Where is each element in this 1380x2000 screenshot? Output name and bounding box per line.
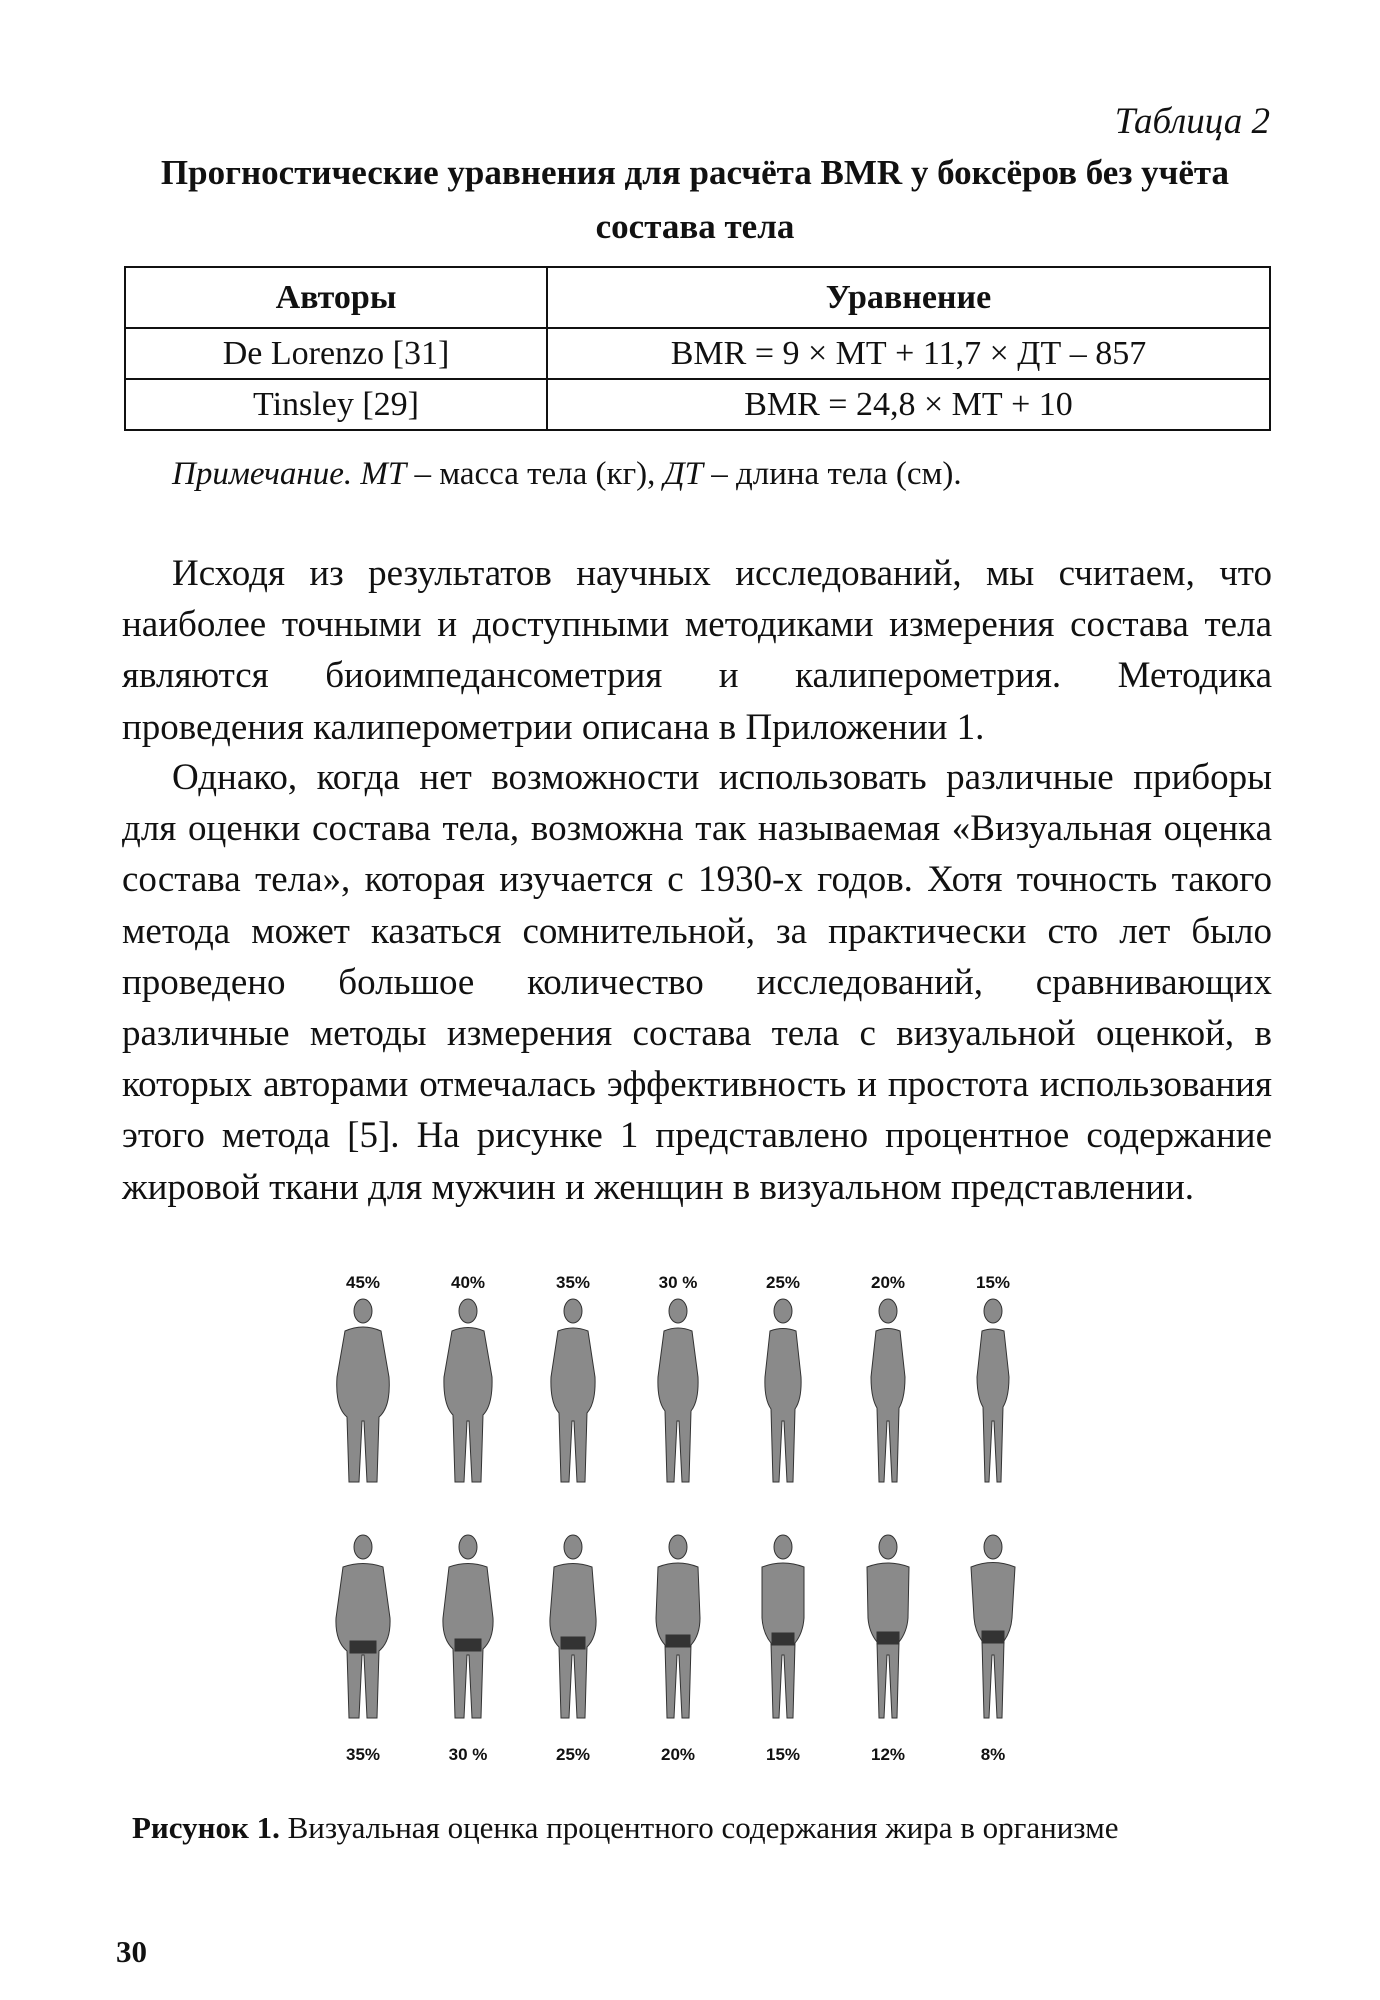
female-label-45: 45% xyxy=(345,1273,381,1292)
table-note xyxy=(172,456,962,493)
cell-equation: BMR = 24,8 × МТ + 10 xyxy=(547,379,1270,430)
female-label-15: 15% xyxy=(975,1273,1011,1292)
note-dt-abbr: ДТ xyxy=(663,456,703,492)
note-mt-text: – масса тела (кг), xyxy=(414,456,656,492)
female-body-silhouette xyxy=(543,1297,603,1492)
header-equation: Уравнение xyxy=(547,267,1270,328)
table-title: Прогностические уравнения для расчёта BMR у боксёров без учёта состава тела xyxy=(160,153,1230,246)
male-label-35: 35% xyxy=(345,1745,381,1764)
male-body-silhouette xyxy=(858,1533,918,1728)
page-number: 30 xyxy=(116,1934,147,1969)
female-label-40: 40% xyxy=(450,1273,486,1292)
table-header-row xyxy=(125,267,1270,328)
female-label-20: 20% xyxy=(870,1273,906,1292)
male-body-silhouette xyxy=(963,1533,1023,1728)
figure-caption xyxy=(132,1810,1118,1846)
male-body-silhouette xyxy=(333,1533,393,1728)
male-label-12: 12% xyxy=(870,1745,906,1764)
female-label-35: 35% xyxy=(555,1273,591,1292)
body-paragraph-2 xyxy=(122,752,1272,1213)
female-body-silhouette xyxy=(648,1297,708,1492)
caption-text: Визуальная оценка процентного содержания жира в организме xyxy=(287,1810,1119,1845)
bmr-equations-table xyxy=(124,266,1271,431)
male-body-silhouette xyxy=(438,1533,498,1728)
cell-author: Tinsley [29] xyxy=(125,379,547,430)
male-label-30: 30 % xyxy=(448,1745,488,1764)
note-dt-text: – длина тела (см). xyxy=(711,456,962,492)
table-label: Таблица 2 xyxy=(1114,101,1270,142)
cell-author: De Lorenzo [31] xyxy=(125,328,547,379)
body-paragraph-1 xyxy=(122,548,1272,753)
female-figures-row xyxy=(320,1297,1040,1497)
female-label-25: 25% xyxy=(765,1273,801,1292)
male-label-8: 8% xyxy=(980,1745,1006,1764)
female-body-silhouette xyxy=(438,1297,498,1492)
male-figures-row xyxy=(320,1533,1040,1733)
male-body-silhouette xyxy=(753,1533,813,1728)
table-row xyxy=(125,379,1270,430)
female-body-silhouette xyxy=(858,1297,918,1492)
male-label-15: 15% xyxy=(765,1745,801,1764)
male-body-silhouette xyxy=(648,1533,708,1728)
paragraph-text: Исходя из результатов научных исследований, мы считаем, что наиболее точными и доступными методиками измерения состава тела являются биоимпедансометрия и калиперометрия. Методика проведения калиперометрии описана в Приложении 1. xyxy=(122,553,1272,748)
caption-label: Рисунок 1. xyxy=(132,1810,280,1845)
cell-equation: BMR = 9 × МТ + 11,7 × ДТ – 857 xyxy=(547,328,1270,379)
paragraph-text: Однако, когда нет возможности использовать различные приборы для оценки состава тела, возможна так называемая «Визуальная оценка состава тела», которая изучается с 1930-х годов. Хотя точность такого метода может казаться сомнительной, за практически сто лет было проведено большое количество исследований, сравнивающих различные методы измерения состава тела с визуальной оценкой, в которых авторами отмечалась эффективность и простота использования этого метода [5]. На рисунке 1 представлено процентное содержание жировой ткани для мужчин и женщин в визуальном представлении. xyxy=(122,757,1272,1208)
table-row xyxy=(125,328,1270,379)
male-label-25: 25% xyxy=(555,1745,591,1764)
body-fat-figure xyxy=(320,1255,1040,1795)
female-label-30: 30 % xyxy=(658,1273,698,1292)
note-label: Примечание. xyxy=(172,456,353,492)
male-label-20: 20% xyxy=(660,1745,696,1764)
female-body-silhouette xyxy=(333,1297,393,1492)
note-mt-abbr: МТ xyxy=(360,456,407,492)
male-body-silhouette xyxy=(543,1533,603,1728)
header-authors: Авторы xyxy=(125,267,547,328)
female-body-silhouette xyxy=(753,1297,813,1492)
female-body-silhouette xyxy=(963,1297,1023,1492)
